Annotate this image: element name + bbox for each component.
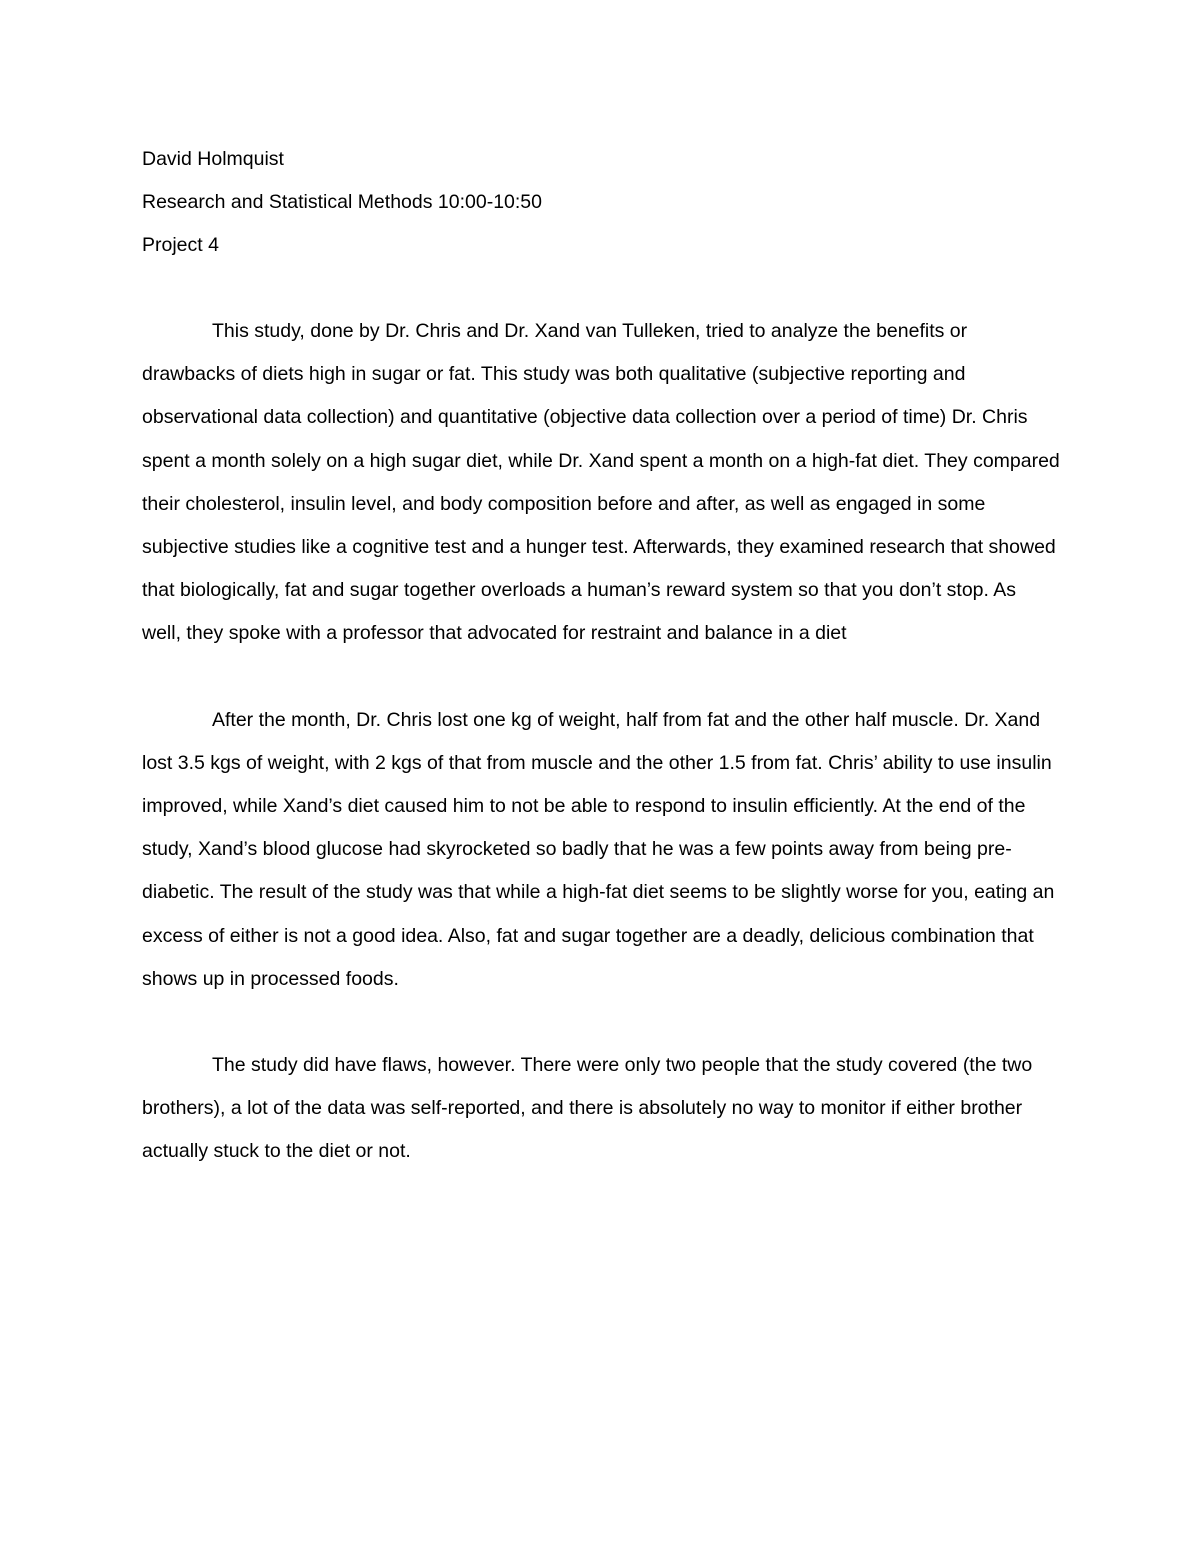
paragraph-summary: This study, done by Dr. Chris and Dr. Xand van Tulleken, tried to analyze the benefits or drawbacks of diets high in sugar or fat. This study was both qualitative (subjective reporting and observational data collection) and quantitative (objective data collection over a period of time) Dr. Chris spent a month solely on a high sugar diet, while Dr. Xand spent a month on a high-fat diet. They compared their cholesterol, insulin level, and body composition before and after, as well as engaged in some subjective studies like a cognitive test and a hunger test. Afterwards, they examined research that showed that biologically, fat and sugar together overloads a human’s reward system so that you don’t stop. As well, they spoke with a professor that advocated for restraint and balance in a diet bbox=[142, 320, 1060, 645]
author-name: David Holmquist bbox=[142, 148, 284, 170]
paragraph-flaws: The study did have flaws, however. There were only two people that the study covered (the two brothers), a lot of the data was self-reported, and there is absolutely no way to monitor if either brother actually stuck to the diet or not. bbox=[142, 1054, 1033, 1163]
assignment-title: Project 4 bbox=[142, 234, 219, 256]
course-name: Research and Statistical Methods 10:00-10:50 bbox=[142, 191, 542, 213]
document-body bbox=[142, 138, 1060, 1174]
paragraph-results: After the month, Dr. Chris lost one kg of weight, half from fat and the other half muscle. Dr. Xand lost 3.5 kgs of weight, with 2 kgs of that from muscle and the other 1.5 from fat. Chris’ ability to use insulin improved, while Xand’s diet caused him to not be able to respond to insulin efficiently. At the end of the study, Xand’s blood glucose had skyrocketed so badly that he was a few points away from being pre-diabetic. The result of the study was that while a high-fat diet seems to be slightly worse for you, eating an excess of either is not a good idea. Also, fat and sugar together are a deadly, delicious combination that shows up in processed foods. bbox=[142, 708, 1055, 990]
spacer bbox=[142, 656, 1060, 699]
spacer bbox=[142, 1001, 1060, 1044]
spacer bbox=[142, 267, 1060, 310]
